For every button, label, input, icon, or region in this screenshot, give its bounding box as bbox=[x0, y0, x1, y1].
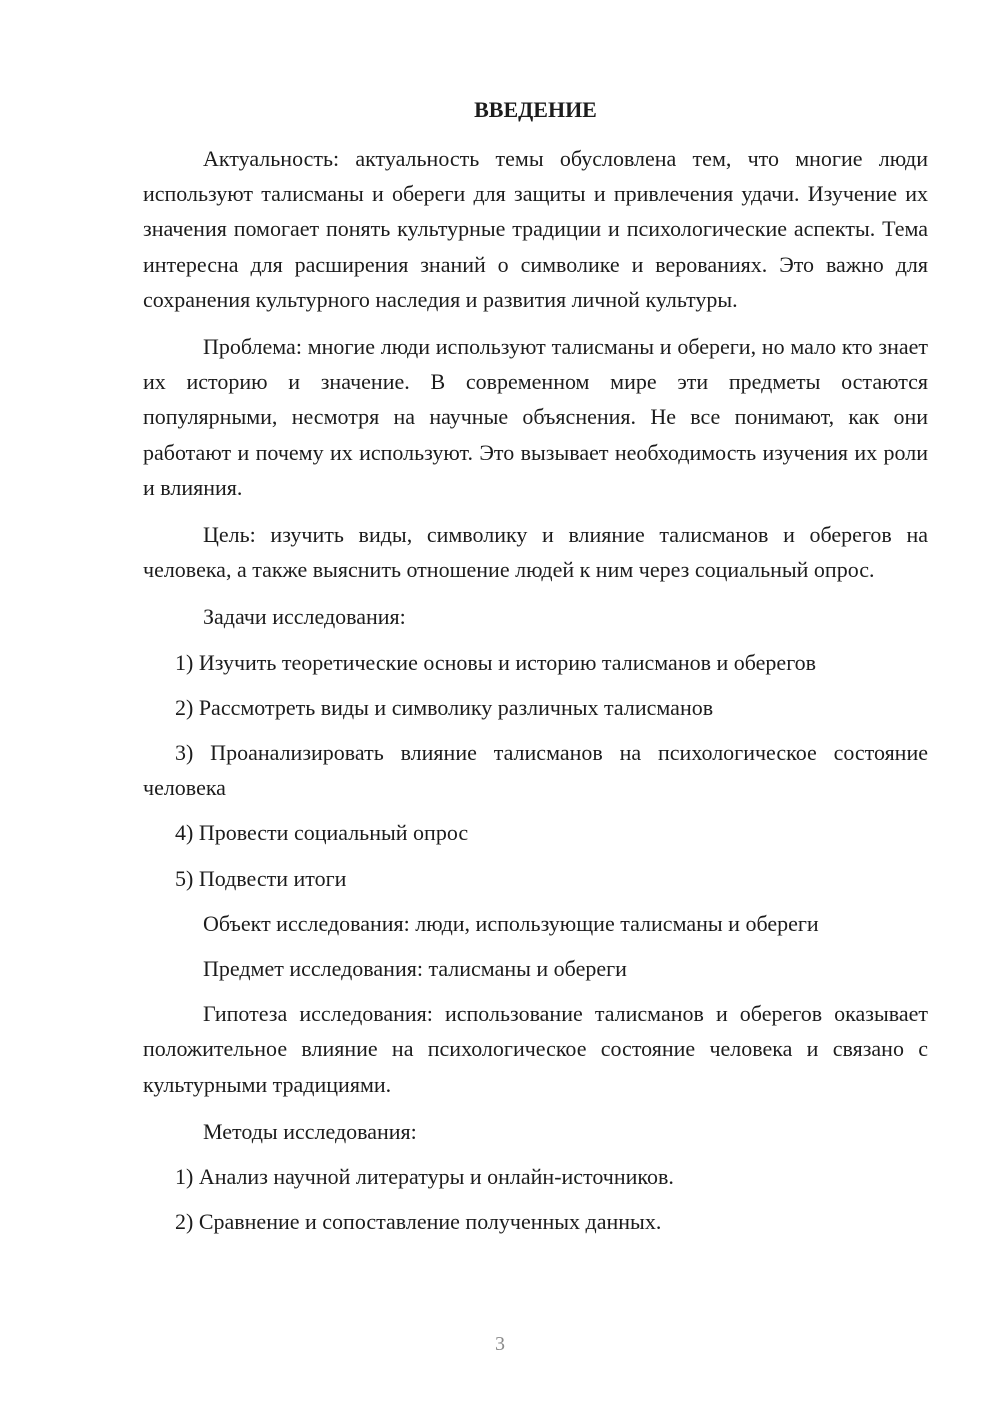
goal-paragraph: Цель: изучить виды, символику и влияние талисманов и оберегов на человека, а также выяснить отношение людей к ним через социальный опрос. bbox=[143, 522, 928, 583]
methods-heading: Методы исследования: bbox=[203, 1118, 417, 1144]
section-title: ВВЕДЕНИЕ bbox=[474, 97, 597, 122]
hypothesis-paragraph: Гипотеза исследования: использование талисманов и оберегов оказывает положительное влияние на психологическое состояние человека и связано с культурными традициями. bbox=[143, 1001, 928, 1097]
task-item: 5) Подвести итоги bbox=[175, 865, 347, 891]
problem-paragraph: Проблема: многие люди используют талисманы и обереги, но мало кто знает их историю и значение. В современном мире эти предметы остаются популярными, несмотря на научные объяснения. Не все понимают, как они работают и почему их используют. Это вызывает необходимость изучения их роли и влияния. bbox=[143, 334, 928, 500]
task-item: 4) Провести социальный опрос bbox=[175, 820, 469, 846]
method-item: 2) Сравнение и сопоставление полученных данных. bbox=[175, 1209, 662, 1235]
task-item: 2) Рассмотреть виды и символику различных талисманов bbox=[175, 694, 714, 720]
task-item: 3) Проанализировать влияние талисманов на психологическое состояние человека bbox=[143, 740, 928, 801]
task-item: 1) Изучить теоретические основы и историю талисманов и оберегов bbox=[175, 649, 817, 675]
relevance-paragraph: Актуальность: актуальность темы обусловлена тем, что многие люди используют талисманы и обереги для защиты и привлечения удачи. Изучение их значения помогает понять культурные традиции и психологические аспекты. Тема интересна для расширения знаний о символике и верованиях. Это важно для сохранения культурного наследия и развития личной культуры. bbox=[143, 146, 928, 312]
document-page bbox=[143, 92, 928, 1249]
object-paragraph: Объект исследования: люди, использующие талисманы и обереги bbox=[203, 910, 819, 936]
method-item: 1) Анализ научной литературы и онлайн-источников. bbox=[175, 1164, 674, 1190]
subject-paragraph: Предмет исследования: талисманы и обереги bbox=[203, 956, 627, 982]
page-number: 3 bbox=[495, 1333, 505, 1355]
tasks-heading: Задачи исследования: bbox=[203, 604, 406, 630]
